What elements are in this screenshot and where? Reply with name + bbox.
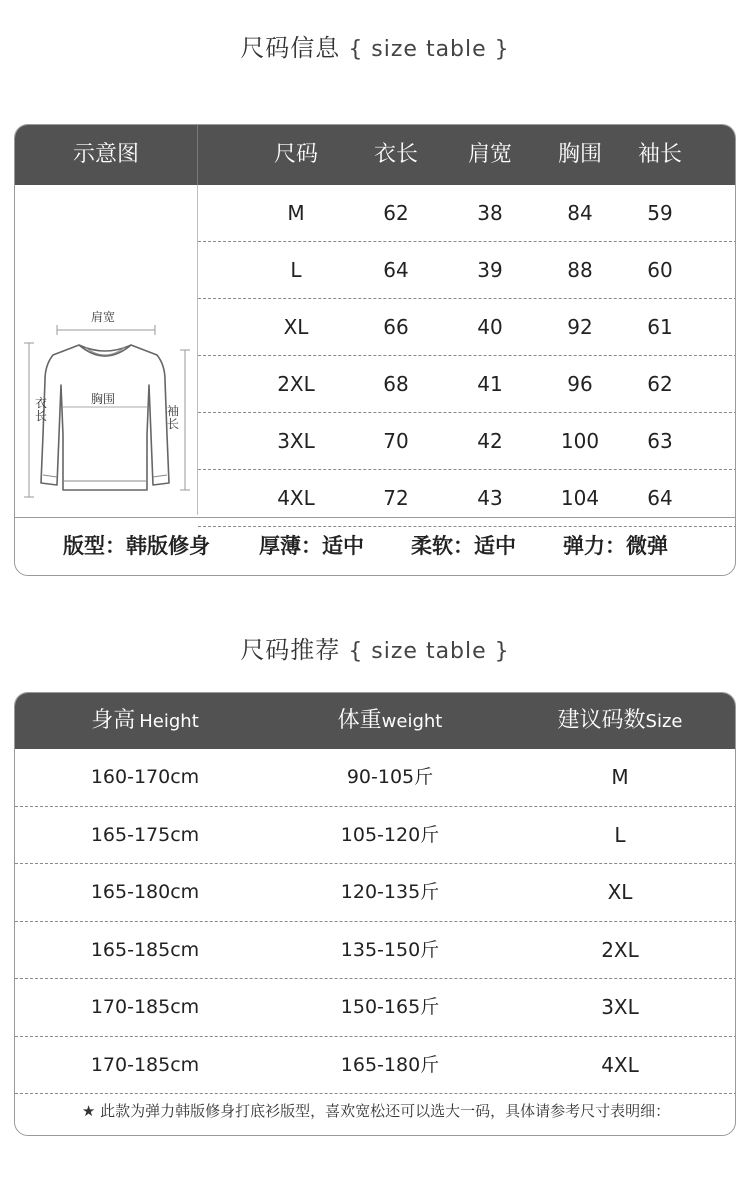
fit-note: ★ 此款为弹力韩版修身打底衫版型，喜欢宽松还可以选大一码，具体请参考尺寸表明细： bbox=[81, 1102, 671, 1120]
shoulder-cell: 43 bbox=[477, 486, 503, 510]
header-length: 衣长 bbox=[373, 142, 418, 167]
attr-elasticity: 弹力：微弹 bbox=[563, 534, 668, 558]
diagram-label-length: 衣长 bbox=[35, 396, 48, 423]
table-row bbox=[198, 299, 736, 356]
shoulder-cell: 42 bbox=[477, 429, 503, 453]
height-cell: 170-185cm bbox=[90, 996, 200, 1018]
shoulder-cell: 39 bbox=[477, 258, 503, 282]
header-shoulder: 肩宽 bbox=[467, 142, 512, 167]
sleeve-cell: 62 bbox=[647, 372, 673, 396]
sleeve-cell: 60 bbox=[647, 258, 673, 282]
chest-cell: 84 bbox=[567, 201, 593, 225]
table-row bbox=[198, 242, 736, 299]
size-recommend-table bbox=[14, 692, 736, 1136]
chest-cell: 100 bbox=[560, 429, 600, 453]
height-cell: 160-170cm bbox=[90, 766, 200, 788]
length-cell: 68 bbox=[383, 372, 409, 396]
weight-cell: 105-120斤 bbox=[340, 823, 440, 846]
shoulder-cell: 38 bbox=[477, 201, 503, 225]
header-chest: 胸围 bbox=[557, 142, 602, 167]
recommend-title bbox=[0, 630, 750, 665]
diagram-label-sleeve: 袖长 bbox=[167, 404, 180, 431]
recommend-header bbox=[15, 693, 736, 749]
recommend-rows bbox=[15, 749, 736, 1094]
size-cell: 3XL bbox=[601, 995, 639, 1019]
weight-cell: 165-180斤 bbox=[340, 1053, 440, 1076]
sleeve-cell: 61 bbox=[647, 315, 673, 339]
size-info-title-cn: 尺码信息 bbox=[240, 34, 341, 62]
size-cell: 2XL bbox=[277, 372, 315, 396]
recommend-title-en: { size table } bbox=[348, 639, 510, 664]
attr-fit: 版型：韩版修身 bbox=[63, 534, 210, 558]
size-info-title bbox=[0, 28, 750, 63]
attr-softness: 柔软：适中 bbox=[411, 534, 516, 558]
chest-cell: 104 bbox=[560, 486, 600, 510]
size-info-table bbox=[14, 124, 736, 576]
chest-cell: 92 bbox=[567, 315, 593, 339]
table-row bbox=[198, 356, 736, 413]
table-row bbox=[198, 185, 736, 242]
diagram-label-shoulder: 肩宽 bbox=[91, 310, 116, 324]
height-cell: 165-185cm bbox=[90, 938, 200, 961]
table-row bbox=[15, 979, 736, 1037]
table-row bbox=[15, 922, 736, 980]
table-row bbox=[15, 749, 736, 807]
size-cell: L bbox=[290, 258, 302, 282]
size-cell: XL bbox=[607, 880, 633, 904]
header-size: 尺码 bbox=[273, 142, 318, 167]
length-cell: 72 bbox=[383, 486, 409, 510]
table-row bbox=[15, 1037, 736, 1095]
size-cell: 2XL bbox=[601, 937, 639, 962]
length-cell: 62 bbox=[383, 201, 409, 225]
height-cell: 165-175cm bbox=[90, 823, 200, 846]
weight-cell: 90-105斤 bbox=[346, 766, 434, 788]
sleeve-cell: 59 bbox=[647, 201, 673, 225]
size-cell: M bbox=[287, 201, 305, 225]
garment-diagram bbox=[15, 185, 198, 515]
table-row bbox=[15, 807, 736, 865]
sleeve-cell: 63 bbox=[647, 429, 673, 453]
weight-cell: 120-135斤 bbox=[340, 881, 440, 903]
header-height: 身高 Height bbox=[91, 708, 199, 733]
attr-thickness: 厚薄：适中 bbox=[259, 534, 364, 558]
weight-cell: 150-165斤 bbox=[340, 996, 440, 1018]
size-cell: XL bbox=[283, 315, 309, 339]
sleeve-cell: 64 bbox=[647, 486, 673, 510]
recommend-title-cn: 尺码推荐 bbox=[240, 636, 341, 664]
size-info-rows bbox=[198, 185, 736, 527]
size-info-title-en: { size table } bbox=[348, 37, 510, 62]
size-cell: 4XL bbox=[277, 486, 315, 510]
length-cell: 70 bbox=[383, 429, 409, 453]
length-cell: 66 bbox=[383, 315, 409, 339]
weight-cell: 135-150斤 bbox=[340, 938, 440, 961]
size-cell: M bbox=[611, 765, 629, 789]
size-cell: L bbox=[614, 822, 626, 847]
diagram-label-chest: 胸围 bbox=[91, 392, 116, 406]
header-sleeve: 袖长 bbox=[637, 142, 682, 167]
sweatshirt-icon bbox=[15, 185, 197, 515]
height-cell: 170-185cm bbox=[90, 1053, 200, 1076]
size-info-header bbox=[15, 125, 736, 185]
table-row bbox=[15, 864, 736, 922]
height-cell: 165-180cm bbox=[90, 881, 200, 903]
chest-cell: 88 bbox=[567, 258, 593, 282]
header-weight: 体重weight bbox=[337, 708, 443, 733]
size-cell: 4XL bbox=[601, 1052, 639, 1077]
size-cell: 3XL bbox=[277, 429, 315, 453]
header-suggested-size: 建议码数Size bbox=[557, 708, 683, 733]
fabric-attributes bbox=[15, 517, 736, 576]
chest-cell: 96 bbox=[567, 372, 593, 396]
shoulder-cell: 40 bbox=[477, 315, 503, 339]
table-row bbox=[198, 413, 736, 470]
length-cell: 64 bbox=[383, 258, 409, 282]
header-diagram: 示意图 bbox=[15, 125, 198, 185]
shoulder-cell: 41 bbox=[477, 372, 503, 396]
